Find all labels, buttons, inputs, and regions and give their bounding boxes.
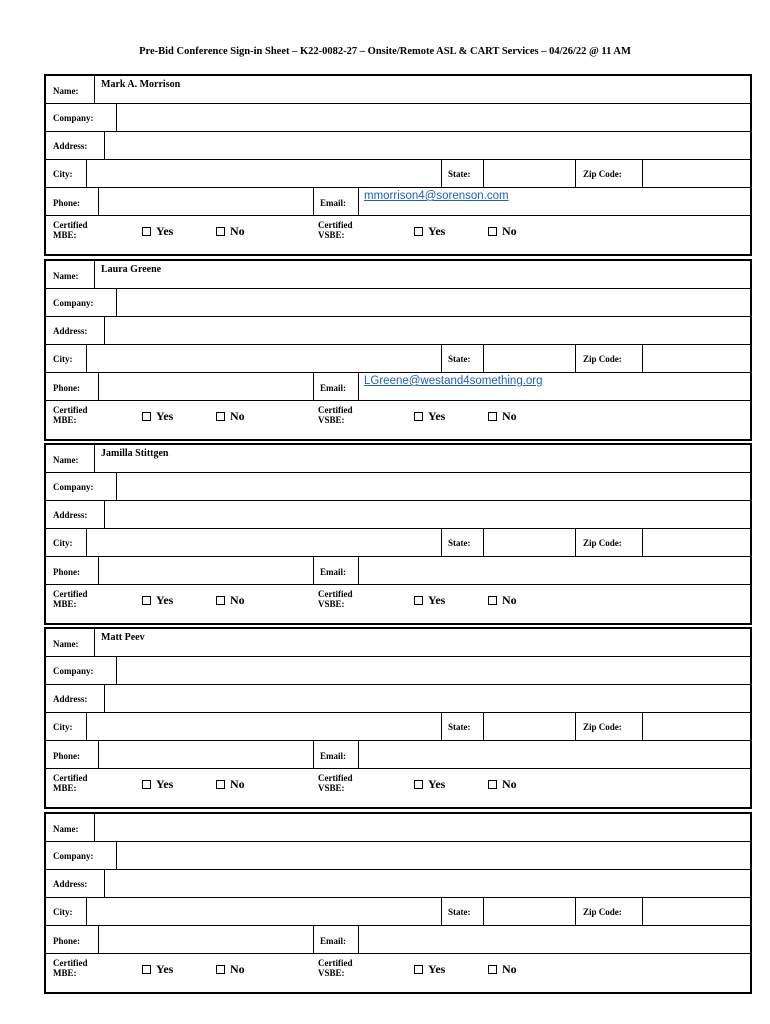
yes-label: Yes [428, 593, 446, 607]
signin-entry [44, 443, 752, 625]
vsbe-no-checkbox[interactable] [488, 963, 517, 975]
state-label: State: [448, 354, 471, 364]
checkbox-icon [414, 596, 423, 605]
no-label: No [502, 409, 517, 423]
zip-label: Zip Code: [583, 169, 622, 179]
address-row [46, 501, 750, 529]
email-label: Email: [320, 751, 346, 761]
state-label: State: [448, 169, 471, 179]
certified-text: Certified [318, 958, 353, 968]
city-state-zip-row [46, 345, 750, 373]
email-label: Email: [320, 936, 346, 946]
no-label: No [230, 409, 245, 423]
checkbox-icon [488, 412, 497, 421]
phone-email-row [46, 557, 750, 585]
vsbe-yes-checkbox[interactable] [414, 594, 445, 606]
company-label: Company: [53, 851, 94, 861]
vsbe-text: VSBE: [318, 783, 345, 793]
vsbe-no-checkbox[interactable] [488, 225, 517, 237]
certified-vsbe-label [318, 958, 352, 978]
checkbox-icon [488, 780, 497, 789]
address-row [46, 870, 750, 898]
name-row [46, 814, 750, 842]
email-value[interactable]: LGreene@westand4something.org [364, 375, 543, 387]
state-label: State: [448, 538, 471, 548]
checkbox-icon [414, 227, 423, 236]
company-row [46, 289, 750, 317]
company-label: Company: [53, 113, 94, 123]
address-row [46, 317, 750, 345]
city-state-zip-row [46, 898, 750, 926]
yes-label: Yes [428, 409, 446, 423]
phone-email-row [46, 741, 750, 769]
signin-entry [44, 812, 752, 994]
name-label: Name: [53, 639, 79, 649]
yes-label: Yes [156, 224, 174, 238]
certified-text: Certified [318, 405, 353, 415]
checkbox-icon [488, 965, 497, 974]
checkbox-icon [216, 780, 225, 789]
zip-label: Zip Code: [583, 722, 622, 732]
yes-label: Yes [428, 962, 446, 976]
phone-email-row [46, 926, 750, 954]
certification-row [46, 216, 750, 244]
checkbox-icon [414, 780, 423, 789]
no-label: No [230, 777, 245, 791]
checkbox-icon [488, 227, 497, 236]
vsbe-text: VSBE: [318, 415, 345, 425]
phone-label: Phone: [53, 383, 80, 393]
no-label: No [230, 962, 245, 976]
certified-text: Certified [318, 773, 353, 783]
no-label: No [230, 224, 245, 238]
phone-label: Phone: [53, 936, 80, 946]
certified-mbe-label [53, 405, 87, 425]
yes-label: Yes [156, 777, 174, 791]
certification-row [46, 769, 750, 797]
signin-entry [44, 74, 752, 256]
certified-text: Certified [53, 405, 88, 415]
name-label: Name: [53, 86, 79, 96]
vsbe-yes-checkbox[interactable] [414, 410, 445, 422]
page-title: Pre-Bid Conference Sign-in Sheet – K22-0082-27 – Onsite/Remote ASL & CART Services – 04/26/22 @ 11 AM [139, 46, 631, 57]
checkbox-icon [414, 965, 423, 974]
no-label: No [502, 224, 517, 238]
phone-label: Phone: [53, 567, 80, 577]
mbe-no-checkbox[interactable] [216, 963, 245, 975]
checkbox-icon [142, 965, 151, 974]
mbe-text: MBE: [53, 415, 77, 425]
company-row [46, 473, 750, 501]
checkbox-icon [142, 412, 151, 421]
certified-mbe-label [53, 220, 87, 240]
name-row [46, 261, 750, 289]
company-label: Company: [53, 666, 94, 676]
checkbox-icon [142, 227, 151, 236]
company-row [46, 657, 750, 685]
company-label: Company: [53, 298, 94, 308]
mbe-yes-checkbox[interactable] [142, 225, 173, 237]
certification-row [46, 954, 750, 982]
name-label: Name: [53, 455, 79, 465]
state-label: State: [448, 722, 471, 732]
address-label: Address: [53, 326, 88, 336]
mbe-yes-checkbox[interactable] [142, 594, 173, 606]
phone-label: Phone: [53, 198, 80, 208]
certified-text: Certified [53, 220, 88, 230]
vsbe-no-checkbox[interactable] [488, 410, 517, 422]
yes-label: Yes [156, 409, 174, 423]
checkbox-icon [142, 596, 151, 605]
certified-vsbe-label [318, 589, 352, 609]
yes-label: Yes [156, 962, 174, 976]
yes-label: Yes [428, 777, 446, 791]
mbe-yes-checkbox[interactable] [142, 963, 173, 975]
yes-label: Yes [428, 224, 446, 238]
name-label: Name: [53, 824, 79, 834]
signin-entry [44, 259, 752, 441]
mbe-text: MBE: [53, 230, 77, 240]
name-row [46, 76, 750, 104]
certification-row [46, 585, 750, 613]
vsbe-yes-checkbox[interactable] [414, 778, 445, 790]
city-state-zip-row [46, 529, 750, 557]
city-label: City: [53, 538, 73, 548]
city-label: City: [53, 354, 73, 364]
address-label: Address: [53, 879, 88, 889]
mbe-no-checkbox[interactable] [216, 225, 245, 237]
no-label: No [502, 962, 517, 976]
certified-mbe-label [53, 773, 87, 793]
signin-entry [44, 627, 752, 809]
mbe-text: MBE: [53, 599, 77, 609]
name-value[interactable]: Mark A. Morrison [101, 79, 181, 90]
mbe-no-checkbox[interactable] [216, 594, 245, 606]
name-value[interactable]: Matt Peev [101, 632, 145, 643]
state-label: State: [448, 907, 471, 917]
mbe-text: MBE: [53, 968, 77, 978]
checkbox-icon [414, 412, 423, 421]
company-row [46, 842, 750, 870]
address-label: Address: [53, 510, 88, 520]
city-label: City: [53, 169, 73, 179]
phone-label: Phone: [53, 751, 80, 761]
phone-email-row [46, 373, 750, 401]
certified-vsbe-label [318, 405, 352, 425]
certified-mbe-label [53, 958, 87, 978]
certified-vsbe-label [318, 773, 352, 793]
mbe-no-checkbox[interactable] [216, 778, 245, 790]
name-value[interactable]: Laura Greene [101, 264, 162, 275]
checkbox-icon [216, 227, 225, 236]
mbe-yes-checkbox[interactable] [142, 778, 173, 790]
checkbox-icon [142, 780, 151, 789]
certified-text: Certified [318, 220, 353, 230]
city-state-zip-row [46, 160, 750, 188]
mbe-yes-checkbox[interactable] [142, 410, 173, 422]
city-state-zip-row [46, 713, 750, 741]
zip-label: Zip Code: [583, 907, 622, 917]
yes-label: Yes [156, 593, 174, 607]
city-label: City: [53, 907, 73, 917]
certified-mbe-label [53, 589, 87, 609]
checkbox-icon [216, 965, 225, 974]
company-row [46, 104, 750, 132]
vsbe-no-checkbox[interactable] [488, 594, 517, 606]
email-label: Email: [320, 567, 346, 577]
certified-text: Certified [53, 589, 88, 599]
vsbe-no-checkbox[interactable] [488, 778, 517, 790]
mbe-text: MBE: [53, 783, 77, 793]
vsbe-yes-checkbox[interactable] [414, 963, 445, 975]
zip-label: Zip Code: [583, 354, 622, 364]
certified-text: Certified [318, 589, 353, 599]
no-label: No [502, 777, 517, 791]
email-label: Email: [320, 383, 346, 393]
checkbox-icon [488, 596, 497, 605]
vsbe-yes-checkbox[interactable] [414, 225, 445, 237]
email-value[interactable]: mmorrison4@sorenson.com [364, 190, 509, 202]
checkbox-icon [216, 412, 225, 421]
name-row [46, 445, 750, 473]
vsbe-text: VSBE: [318, 230, 345, 240]
no-label: No [230, 593, 245, 607]
name-label: Name: [53, 271, 79, 281]
name-row [46, 629, 750, 657]
certified-vsbe-label [318, 220, 352, 240]
city-label: City: [53, 722, 73, 732]
name-value[interactable]: Jamilla Stittgen [101, 448, 169, 459]
zip-label: Zip Code: [583, 538, 622, 548]
company-label: Company: [53, 482, 94, 492]
checkbox-icon [216, 596, 225, 605]
phone-email-row [46, 188, 750, 216]
address-row [46, 685, 750, 713]
vsbe-text: VSBE: [318, 968, 345, 978]
address-row [46, 132, 750, 160]
certified-text: Certified [53, 773, 88, 783]
address-label: Address: [53, 141, 88, 151]
no-label: No [502, 593, 517, 607]
address-label: Address: [53, 694, 88, 704]
email-label: Email: [320, 198, 346, 208]
mbe-no-checkbox[interactable] [216, 410, 245, 422]
vsbe-text: VSBE: [318, 599, 345, 609]
certified-text: Certified [53, 958, 88, 968]
certification-row [46, 401, 750, 429]
